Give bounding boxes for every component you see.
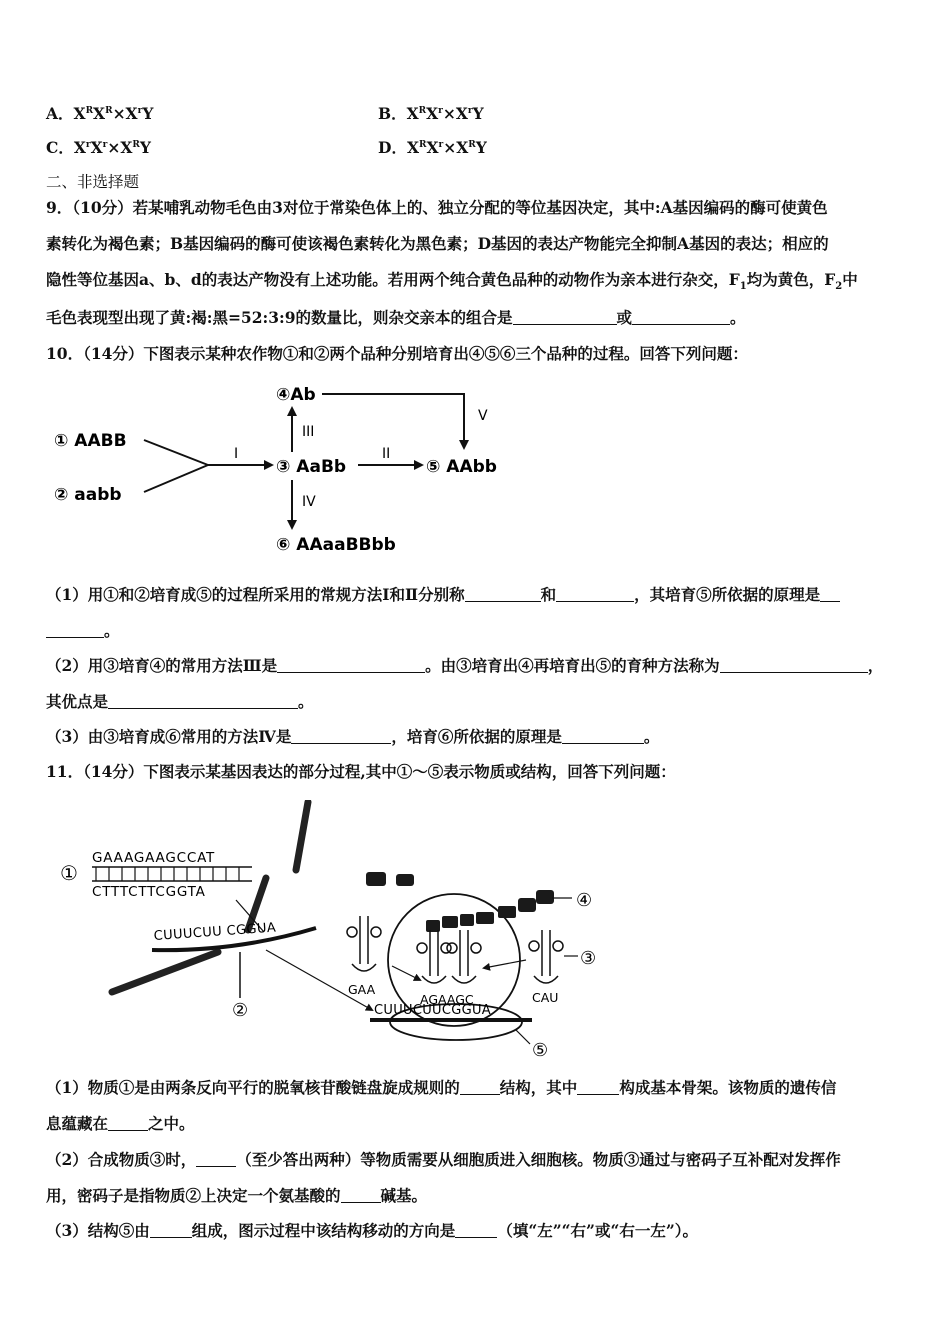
marker-3: ③	[580, 948, 597, 969]
q9-line-2: 素转化为褐色素；B基因编码的酶可使该褐色素转化为黑色素；D基因的表达产物能完全抑制A基因的表达；相应的	[46, 234, 829, 253]
option-a: A．$X^RX^R\times X^rY$	[46, 104, 154, 123]
trna-left	[347, 916, 381, 971]
q11-intro: 11．（14分）下图表示某基因表达的部分过程,其中①～⑤表示物质或结构，回答下列问题：	[46, 762, 676, 781]
answer-blank[interactable]	[562, 729, 644, 744]
branch-line-1	[144, 440, 208, 465]
answer-blank[interactable]	[632, 310, 730, 325]
trna-middle	[417, 930, 481, 983]
anticodon-left: GAA	[348, 982, 376, 997]
q11-part1: （1）物质①是由两条反向平行的脱氧核苷酸链盘旋成规则的 结构，其中 构成基本骨架。该物质的遗传信	[46, 1078, 837, 1097]
answer-blank[interactable]	[460, 1080, 500, 1095]
q11-part1-cont: 息蕴藏在 之中。	[46, 1114, 195, 1133]
label-i: I	[234, 446, 239, 462]
section-heading: 二、非选择题	[46, 173, 140, 191]
answer-blank[interactable]	[465, 587, 541, 602]
option-d: D．$X^RX^r\times X^RY$	[378, 138, 487, 157]
q11-part3: （3）结构⑤由 组成，图示过程中该结构移动的方向是 （填“左”“右”或“右一左”）。	[46, 1221, 699, 1240]
peptide-chain	[366, 872, 554, 932]
mrna-sequence-left: CUUUCUU CGGUA	[153, 920, 277, 944]
label-v: V	[478, 408, 488, 424]
q10-part2-cont: 其优点是 。	[46, 692, 314, 711]
q9-line-4: 毛色表现型出现了黄:褐:黑=52:3:9的数量比，则杂交亲本的组合是 或 。	[46, 308, 746, 327]
q9-line-3: 隐性等位基因a、b、d的表达产物没有上述功能。若用两个纯合黄色品种的动物作为亲本进行杂交，$F_1$均为黄色，$F_2$中	[46, 270, 858, 293]
marker-2: ②	[232, 1000, 249, 1021]
q9-line-1: 9．（10分）若某哺乳动物毛色由3对位于常染色体上的、独立分配的等位基因决定，其中:A基因编码的酶可使黄色	[46, 198, 828, 217]
dna-bottom-strand: CTTTCTTCGGTA	[92, 884, 206, 900]
base-pair-rungs	[96, 867, 239, 881]
node-3: ③ AaBb	[276, 457, 347, 477]
label-ii: II	[382, 446, 391, 462]
answer-blank[interactable]	[108, 1116, 148, 1131]
node-6: ⑥ AAaaBBbb	[276, 535, 396, 555]
q10-part3: （3）由③培育成⑥常用的方法Ⅳ是 ，培育⑥所依据的原理是 。	[46, 727, 660, 746]
answer-blank[interactable]	[720, 658, 868, 673]
option-c: C．$X^rX^r\times X^RY$	[46, 138, 151, 157]
q10-intro: 10．（14分）下图表示某种农作物①和②两个品种分别培育出④⑤⑥三个品种的过程。回答下列问题：	[46, 344, 748, 363]
answer-blank[interactable]	[108, 694, 298, 709]
answer-blank[interactable]	[513, 310, 617, 325]
branch-line-2	[144, 465, 208, 492]
q11-part2-cont: 用，密码子是指物质②上决定一个氨基酸的 碱基。	[46, 1186, 428, 1205]
q10-part1: （1）用①和②培育成⑤的过程所采用的常规方法Ⅰ和Ⅱ分别称 和 ，其培育⑤所依据的原理是	[46, 585, 840, 605]
answer-blank[interactable]	[196, 1152, 236, 1167]
answer-blank[interactable]	[277, 658, 425, 673]
gene-expression-diagram	[56, 800, 616, 1062]
mrna-sequence-right: CUUUCUUCGGUA	[374, 1003, 491, 1018]
answer-blank[interactable]	[820, 587, 840, 602]
answer-blank[interactable]	[455, 1223, 497, 1238]
option-b: B．$X^RX^r\times X^rY$	[378, 104, 484, 123]
anticodon-middle: AGAAGC	[420, 992, 474, 1007]
breeding-diagram	[40, 372, 520, 562]
trna-right	[529, 930, 563, 983]
upper-strand	[296, 802, 308, 870]
q11-part2: （2）合成物质③时， （至少答出两种）等物质需要从细胞质进入细胞核。物质③通过与密码子互补配对发挥作	[46, 1150, 841, 1169]
answer-blank[interactable]	[341, 1188, 381, 1203]
dna-top-strand: GAAAGAAGCCAT	[92, 850, 216, 866]
label-iv: IV	[302, 494, 316, 510]
answer-blank[interactable]	[556, 587, 634, 602]
anticodon-right: CAU	[532, 990, 559, 1005]
node-4: ④Ab	[276, 385, 316, 405]
node-5: ⑤ AAbb	[426, 457, 497, 477]
q10-part1-cont: 。	[46, 621, 120, 641]
left-strand	[112, 952, 218, 992]
answer-blank[interactable]	[291, 729, 391, 744]
marker-4: ④	[576, 890, 593, 911]
arrow-v	[322, 394, 464, 448]
answer-blank[interactable]	[577, 1080, 619, 1095]
marker-1: ①	[60, 861, 78, 885]
answer-blank[interactable]	[150, 1223, 192, 1238]
q10-part2: （2）用③培育④的常用方法Ⅲ是 。由③培育出④再培育出⑤的育种方法称为 ，	[46, 656, 884, 675]
answer-blank[interactable]	[46, 623, 104, 638]
marker-5: ⑤	[532, 1040, 549, 1061]
node-2: ② aabb	[54, 485, 122, 505]
label-iii: III	[302, 424, 315, 440]
node-1: ① AABB	[54, 431, 127, 451]
